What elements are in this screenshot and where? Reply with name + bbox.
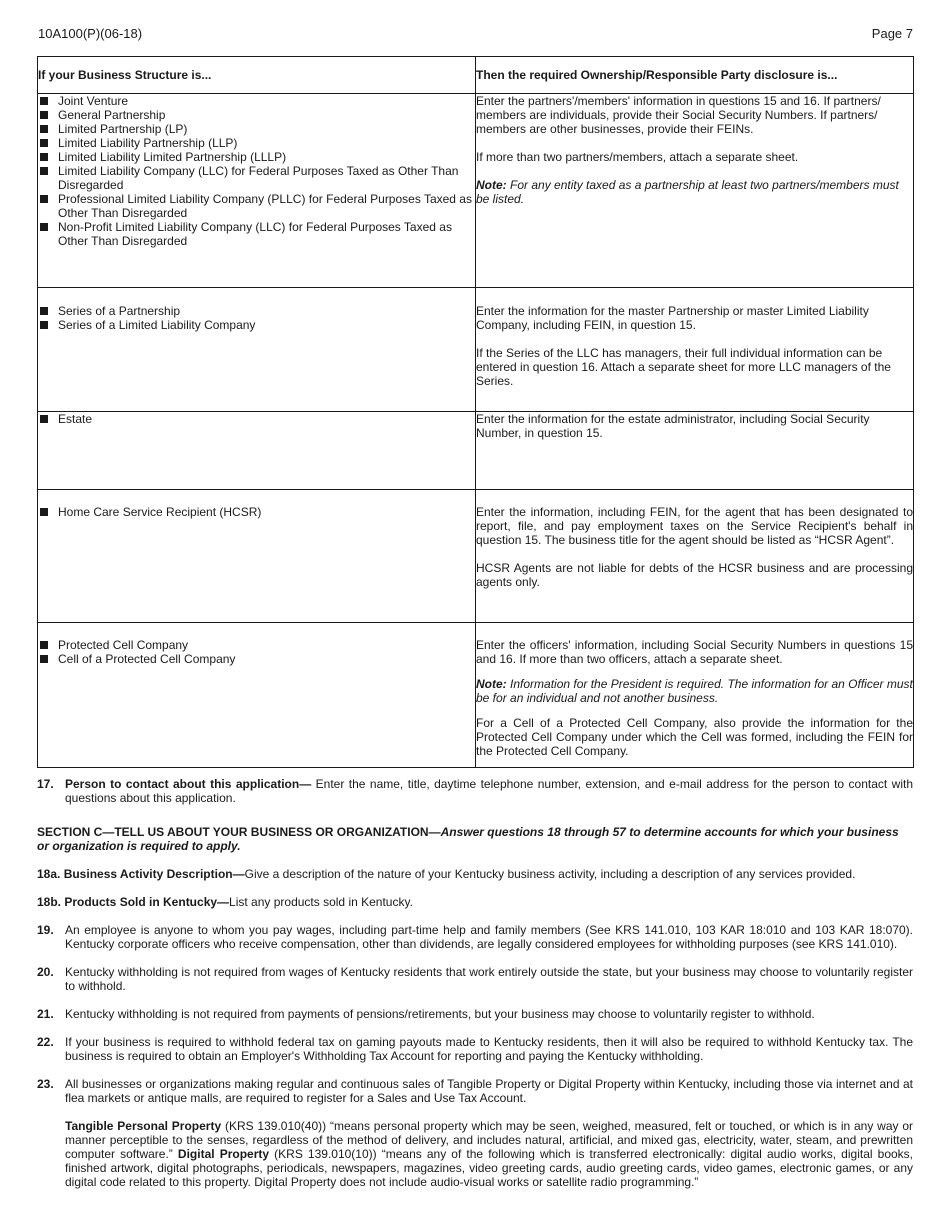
list-item: Limited Liability Company (LLC) for Federal Purposes Taxed as Other Than Disregarded xyxy=(38,164,475,192)
list-item: Limited Liability Partnership (LLP) xyxy=(38,136,475,150)
list-item: Protected Cell Company xyxy=(38,638,475,652)
form-id: 10A100(P)(06-18) xyxy=(38,26,143,41)
table-row xyxy=(38,623,914,768)
disclosure-cell xyxy=(476,288,914,412)
list-item: Series of a Partnership xyxy=(38,304,475,318)
col-header-disclosure: Then the required Ownership/Responsible Party disclosure is... xyxy=(476,57,914,94)
list-item: Non-Profit Limited Liability Company (LLC) for Federal Purposes Taxed as Other Than Disregarded xyxy=(38,220,475,248)
list-item: Series of a Limited Liability Company xyxy=(38,318,475,332)
bullet-square-icon xyxy=(40,223,48,231)
disclosure-text: Enter the information for the master Partnership or master Limited Liability Company, including FEIN, in question 15. xyxy=(476,304,869,332)
page-number: Page 7 xyxy=(871,26,913,41)
disclosure-text: For a Cell of a Protected Cell Company, also provide the information for the Protected Cell Company under which the Cell was formed, including the FEIN for the Protected Cell Company. xyxy=(476,716,913,758)
bullet-square-icon xyxy=(40,139,48,147)
q17-title: Person to contact about this application— xyxy=(65,777,312,791)
disclosure-text: Enter the information for the estate administrator, including Social Security Number, in question 15. xyxy=(476,412,870,440)
instructions-body xyxy=(37,777,913,1203)
question-23: 23. All businesses or organizations making regular and continuous sales of Tangible Property or Digital Property within Kentucky, including those via internet and at flea markets or antique malls, are required to register for a Sales and Use Tax Account. xyxy=(37,1077,913,1105)
structure-list xyxy=(38,94,475,248)
list-item: Cell of a Protected Cell Company xyxy=(38,652,475,666)
structure-list xyxy=(38,505,475,519)
table-row xyxy=(38,288,914,412)
disclosure-text: If the Series of the LLC has managers, their full individual information can be entered in question 16. Attach a separate sheet for more LLC managers of the Series. xyxy=(476,346,891,388)
bullet-square-icon xyxy=(40,508,48,516)
structure-list xyxy=(38,304,475,332)
bullet-square-icon xyxy=(40,111,48,119)
disclosure-text: If more than two partners/members, attach a separate sheet. xyxy=(476,150,799,164)
bullet-square-icon xyxy=(40,125,48,133)
disclosure-cell xyxy=(476,623,914,768)
disclosure-cell xyxy=(476,490,914,623)
bullet-square-icon xyxy=(40,307,48,315)
bullet-square-icon xyxy=(40,167,48,175)
structure-cell xyxy=(38,288,476,412)
question-20: 20. Kentucky withholding is not required from wages of Kentucky residents that work entirely outside the state, but your business may choose to voluntarily register to withhold. xyxy=(37,965,913,993)
bullet-square-icon xyxy=(40,655,48,663)
structure-cell xyxy=(38,623,476,768)
table-header-row xyxy=(38,57,914,94)
bullet-square-icon xyxy=(40,153,48,161)
disclosure-cell xyxy=(476,412,914,490)
table-row xyxy=(38,94,914,288)
section-c-heading: SECTION C—TELL US ABOUT YOUR BUSINESS OR ORGANIZATION—Answer questions 18 through 57 to determine accounts for which your business or organization is required to apply. xyxy=(37,825,899,853)
list-item: Limited Liability Limited Partnership (LLLP) xyxy=(38,150,475,164)
structure-cell xyxy=(38,490,476,623)
structure-list xyxy=(38,638,475,666)
structure-cell xyxy=(38,94,476,288)
question-18b: 18b. Products Sold in Kentucky—List any products sold in Kentucky. xyxy=(37,895,413,909)
bullet-square-icon xyxy=(40,415,48,423)
table-row xyxy=(38,412,914,490)
question-17: 17. Person to contact about this application— Enter the name, title, daytime telephone number, extension, and e-mail address for the person to contact with questions about this application. xyxy=(37,777,914,805)
list-item: General Partnership xyxy=(38,108,475,122)
property-definitions: Tangible Personal Property (KRS 139.010(40)) “means personal property which may be seen, weighed, measured, felt or touched, or which is in any way or manner perceptible to the senses, regardless of the method of delivery, and includes natural, artificial, and mixed gas, electricity, water, steam, and prewritten computer software.” Digital Property (KRS 139.010(10)) “means any of the following which is transferred electronically: digital audio works, digital books, finished artwork, digital photographs, periodicals, newspapers, magazines, video greeting cards, audio greeting cards, video games, electronic games, or any digital code related to this property. Digital Property does not include audio-visual works or satellite radio programming.” xyxy=(65,1119,913,1189)
disclosure-note: Note: For any entity taxed as a partnership at least two partners/members must be listed. xyxy=(476,178,899,206)
bullet-square-icon xyxy=(40,321,48,329)
business-structure-table xyxy=(37,56,914,768)
bullet-square-icon xyxy=(40,641,48,649)
bullet-square-icon xyxy=(40,97,48,105)
list-item: Estate xyxy=(38,412,475,426)
list-item: Joint Venture xyxy=(38,94,475,108)
structure-cell xyxy=(38,412,476,490)
bullet-square-icon xyxy=(40,195,48,203)
disclosure-note: Note: Information for the President is required. The information for an Officer must be for an individual and not another business. xyxy=(476,677,913,705)
list-item: Limited Partnership (LP) xyxy=(38,122,475,136)
col-header-structure: If your Business Structure is... xyxy=(38,57,476,94)
list-item: Professional Limited Liability Company (PLLC) for Federal Purposes Taxed as Other Than Disregarded xyxy=(38,192,475,220)
question-19: 19. An employee is anyone to whom you pay wages, including part-time help and family members (See KRS 141.010, 103 KAR 18:010 and 103 KAR 18:070). Kentucky corporate officers who receive compensation, other than dividends, are legally considered employees for withholding purposes (see KRS 141.010). xyxy=(37,923,913,951)
question-22: 22. If your business is required to withhold federal tax on gaming payouts made to Kentucky residents, then it will also be required to withhold Kentucky tax. The business is required to obtain an Employer's Withholding Tax Account for reporting and paying the Kentucky withholding. xyxy=(37,1035,913,1063)
question-21: 21. Kentucky withholding is not required from payments of pensions/retirements, but your business may choose to voluntarily register to withhold. xyxy=(37,1007,815,1021)
disclosure-text: HCSR Agents are not liable for debts of the HCSR business and are processing agents only. xyxy=(476,561,913,589)
disclosure-cell xyxy=(476,94,914,288)
structure-list xyxy=(38,412,475,426)
list-item: Home Care Service Recipient (HCSR) xyxy=(38,505,475,519)
table-row xyxy=(38,490,914,623)
disclosure-text: Enter the partners'/members' information in questions 15 and 16. If partners/ members are individuals, provide their Social Security Numbers. If partners/ members are other businesses, provide their FEINs. xyxy=(476,94,881,136)
disclosure-text: Enter the officers' information, including Social Security Numbers in questions 15 and 16. If more than two officers, attach a separate sheet. xyxy=(476,638,913,666)
question-18a: 18a. Business Activity Description—Give a description of the nature of your Kentucky business activity, including a description of any services provided. xyxy=(37,867,856,881)
disclosure-text: Enter the information, including FEIN, for the agent that has been designated to report, file, and pay employment taxes on the Service Recipient's behalf in question 15. The business title for the agent should be listed as “HCSR Agent”. xyxy=(476,505,913,547)
